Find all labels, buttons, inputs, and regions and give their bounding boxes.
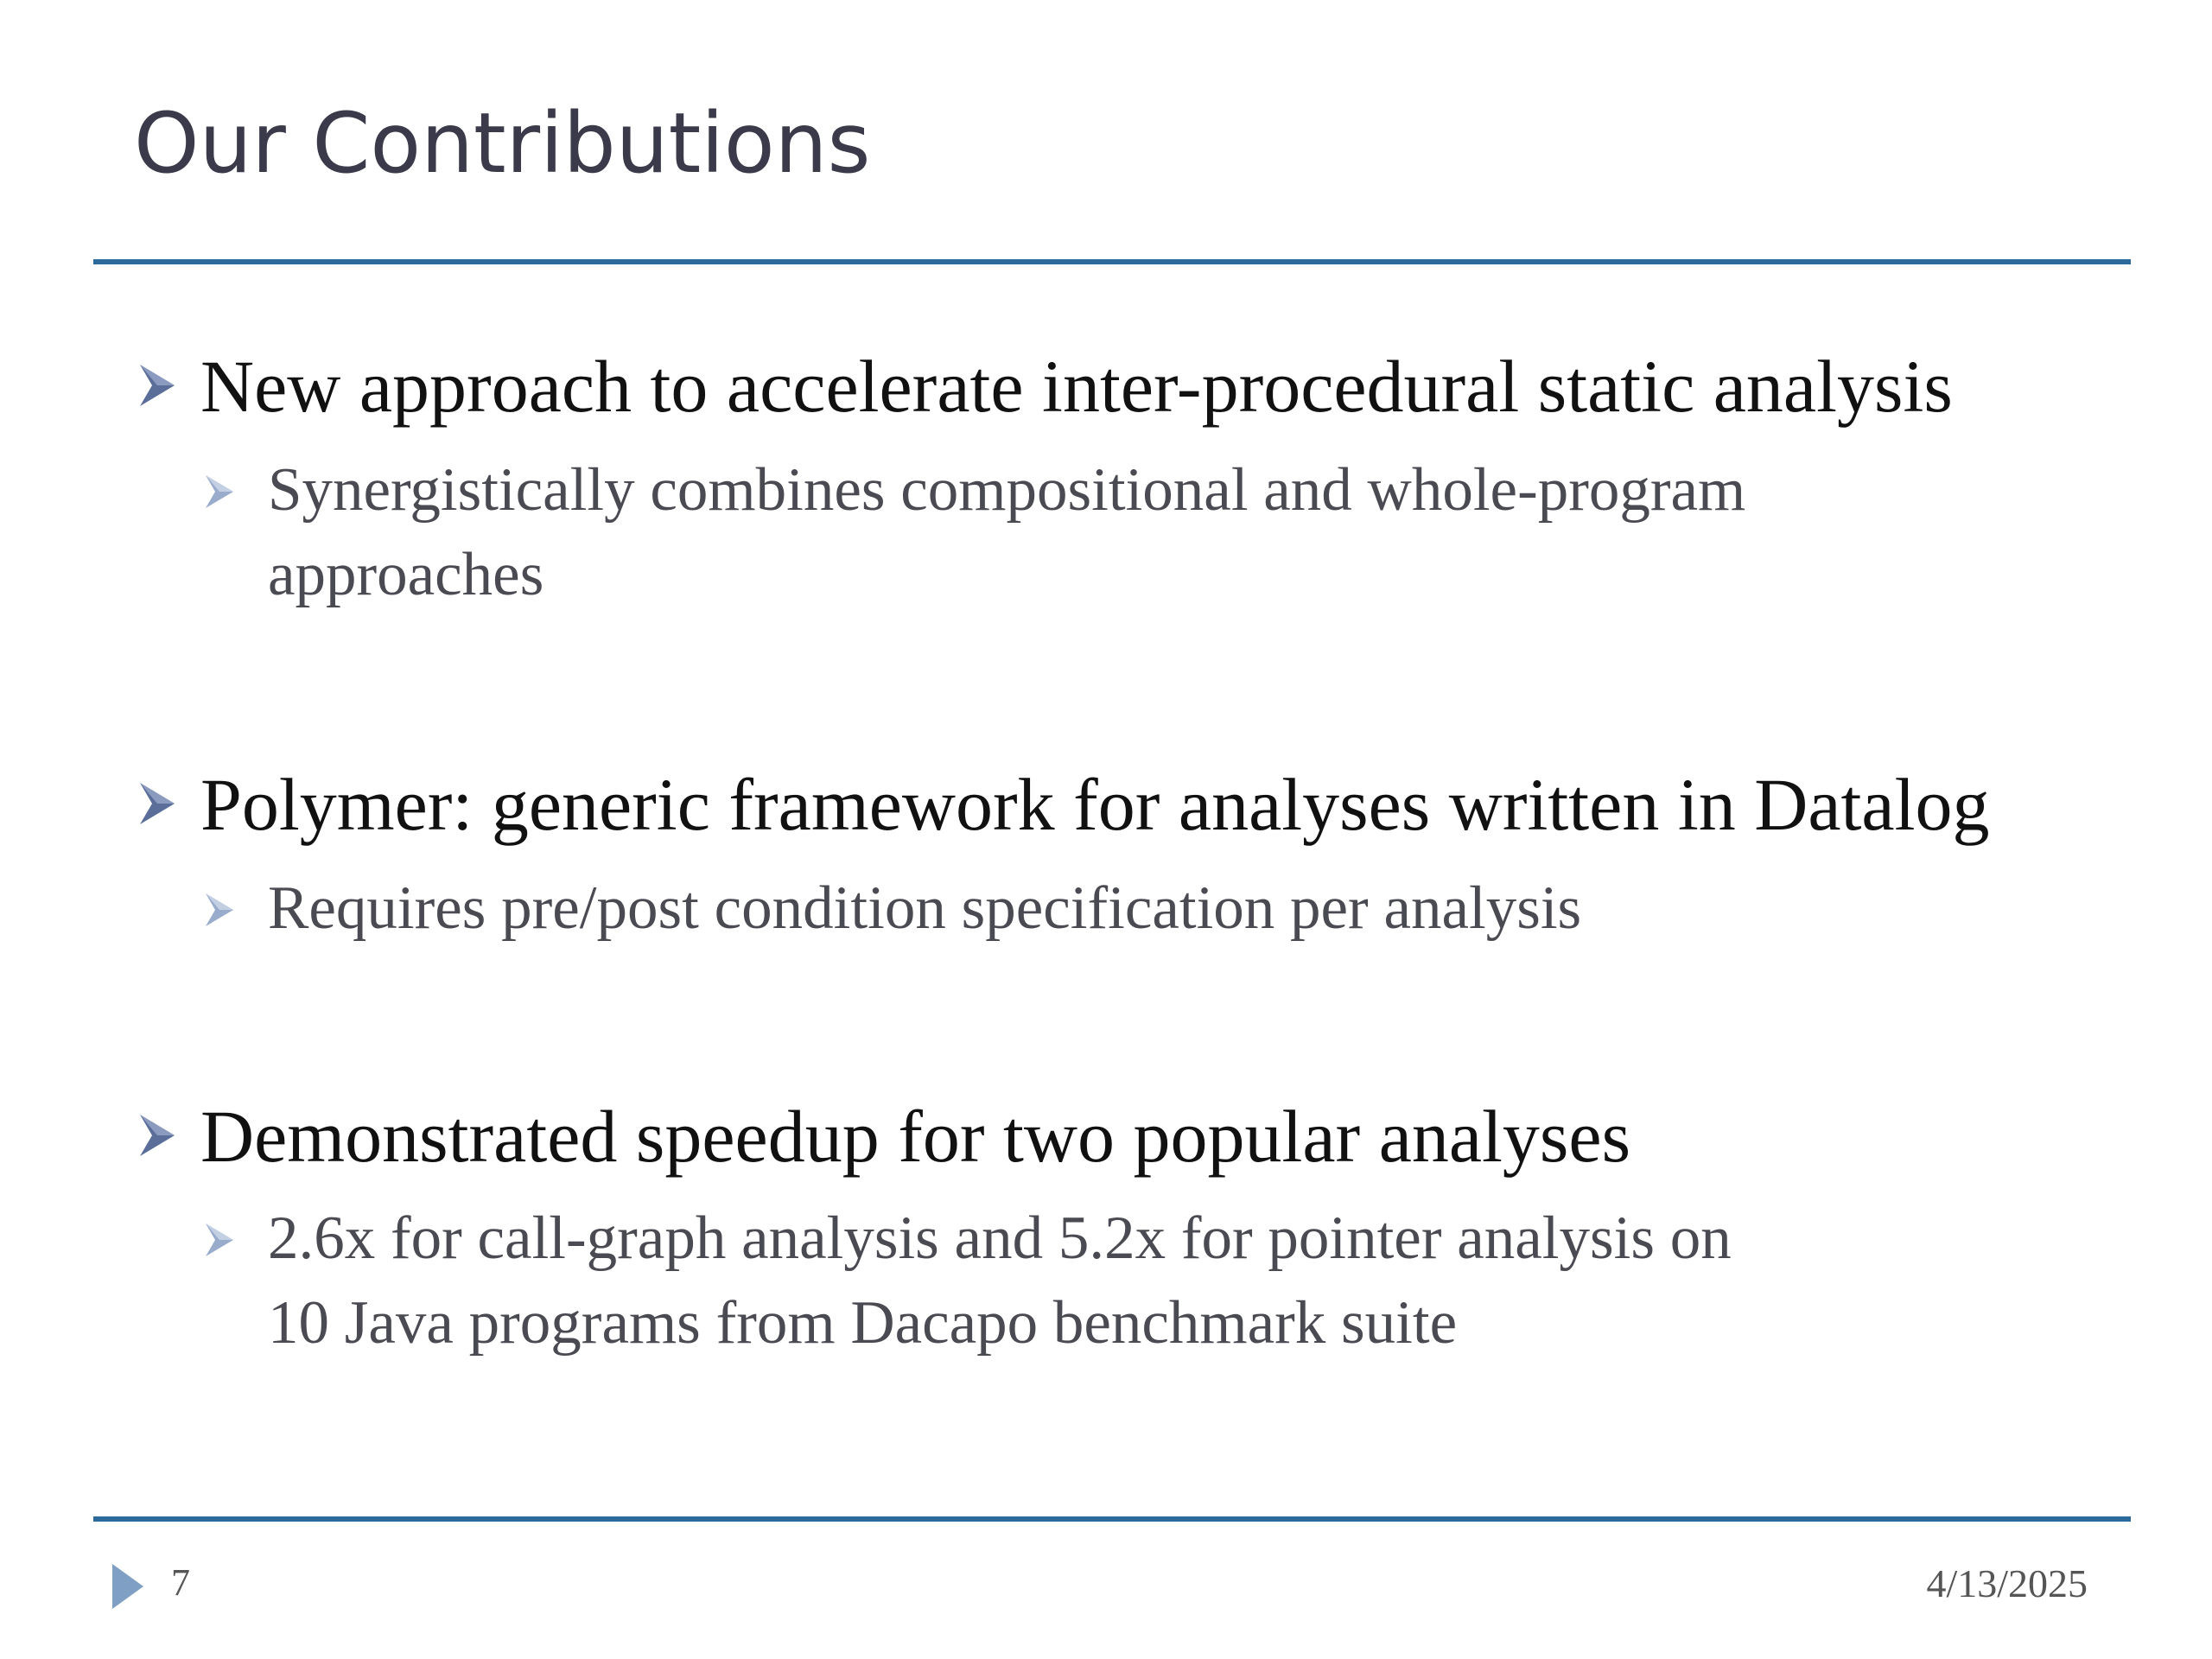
sub-bullet-text-continued: 10 Java programs from Dacapo benchmark suite [268,1289,1458,1357]
slide-title: Our Contributions [134,95,871,192]
slide-number: 7 [171,1561,190,1604]
sub-bullet-arrow-icon [204,892,235,928]
slide-marker-triangle-icon [111,1562,145,1611]
bullet-arrow-icon [138,363,176,408]
sub-bullet-arrow-icon [204,474,235,510]
sub-bullet-text: Synergistically combines compositional and whole-program [268,456,1746,524]
sub-bullet-text-continued: approaches [268,541,544,608]
bullet-text: Polymer: generic framework for analyses written in Datalog [200,763,1990,846]
footer-divider [93,1516,2131,1522]
bullet-text: New approach to accelerate inter-procedural static analysis [200,345,1953,428]
slide-date: 4/13/2025 [1926,1561,2088,1605]
bullet-arrow-icon [138,1113,176,1158]
bullet-arrow-icon [138,781,176,826]
title-divider [93,259,2131,264]
bullet-text: Demonstrated speedup for two popular analyses [200,1095,1631,1178]
sub-bullet-arrow-icon [204,1222,235,1258]
sub-bullet-text: 2.6x for call-graph analysis and 5.2x for pointer analysis on [268,1205,1732,1272]
sub-bullet-text: Requires pre/post condition specification per analysis [268,874,1582,942]
